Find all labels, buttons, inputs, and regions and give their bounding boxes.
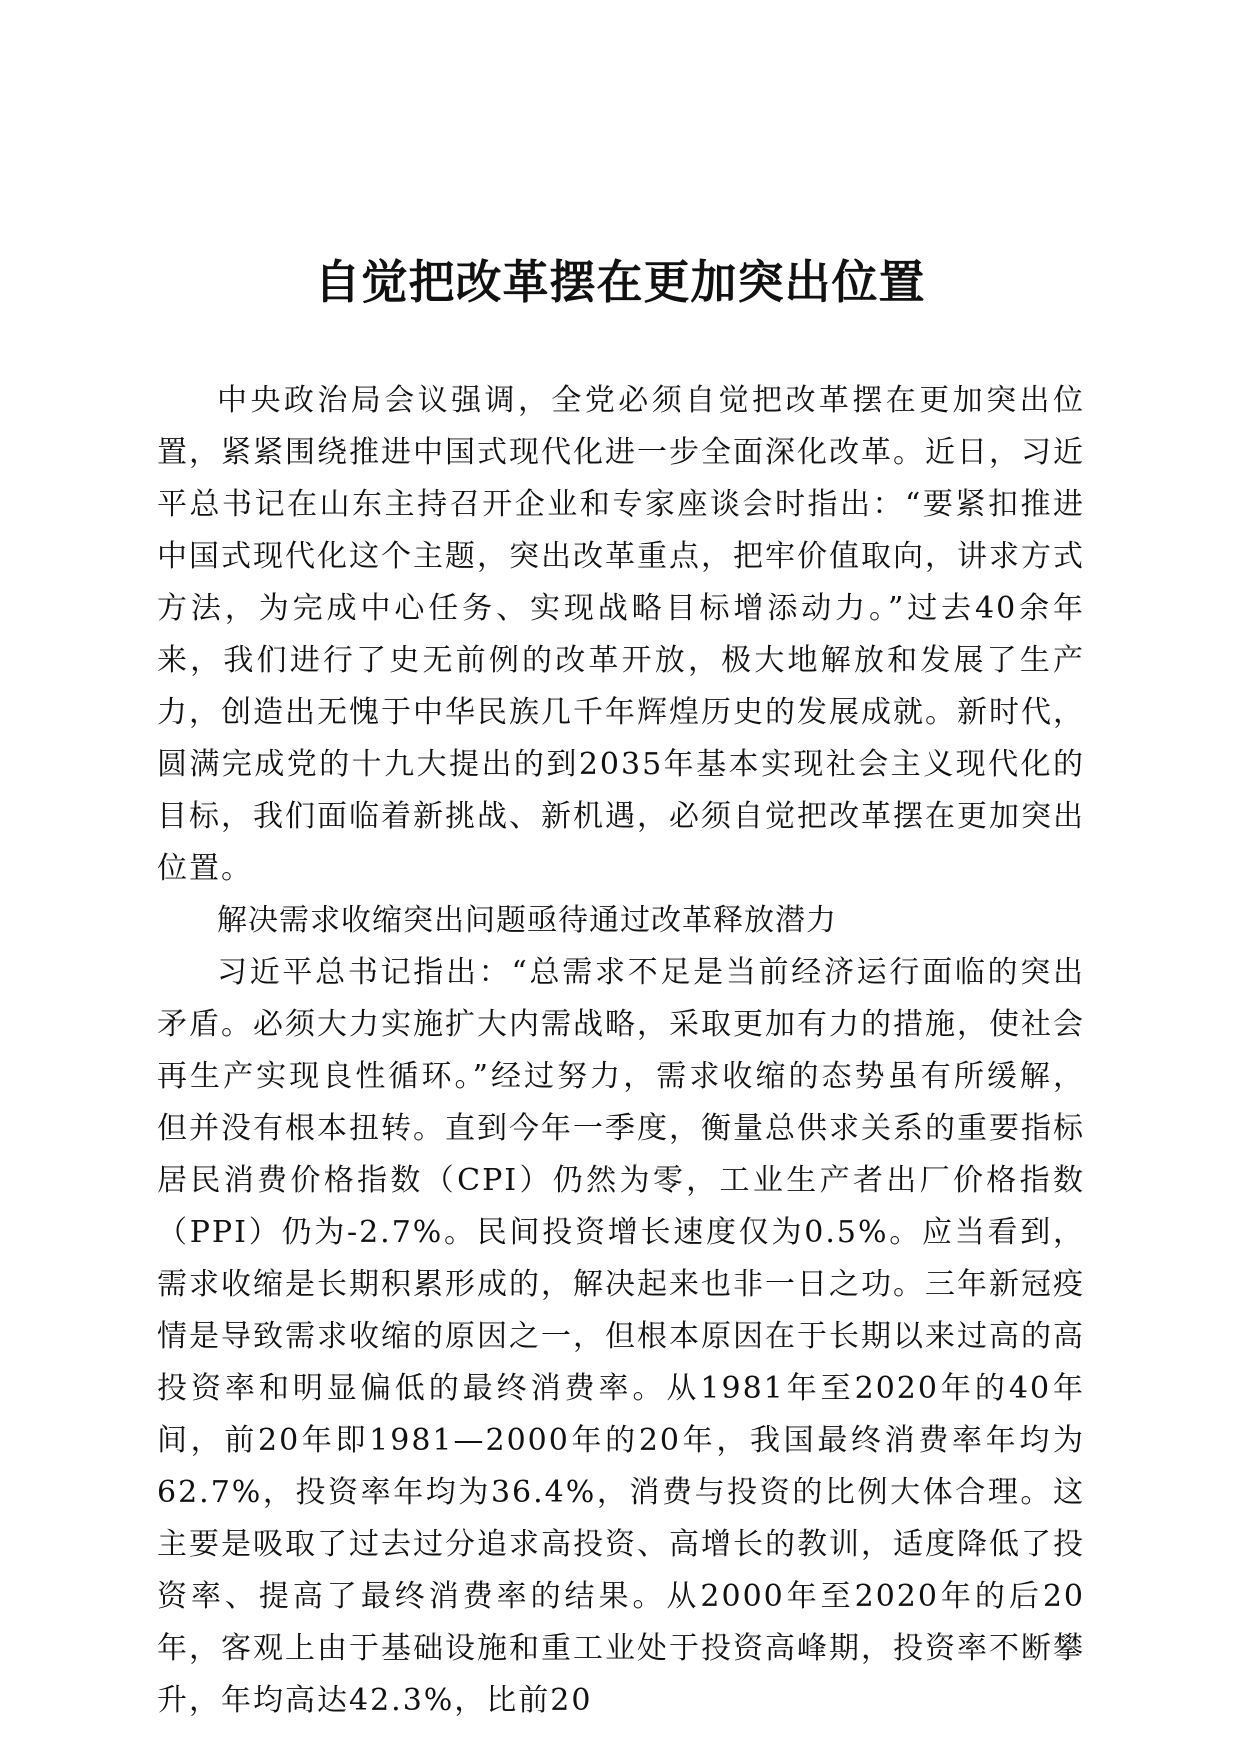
- document-title: 自觉把改革摆在更加突出位置: [314, 255, 926, 309]
- document-body: [157, 375, 1085, 1727]
- section-heading: 解决需求收缩突出问题亟待通过改革释放潜力: [217, 903, 837, 938]
- body-paragraph: 中央政治局会议强调，全党必须自觉把改革摆在更加突出位置，紧紧围绕推进中国式现代化进一步全面深化改革。近日，习近平总书记在山东主持召开企业和专家座谈会时指出：“要紧扣推进中国式现代化这个主题，突出改革重点，把牢价值取向，讲求方式方法，为完成中心任务、实现战略目标增添动力。”过去40余年来，我们进行了史无前例的改革开放，极大地解放和发展了生产力，创造出无愧于中华民族几千年辉煌历史的发展成就。新时代，圆满完成党的十九大提出的到2035年基本实现社会主义现代化的目标，我们面临着新挑战、新机遇，必须自觉把改革摆在更加突出位置。: [157, 383, 1085, 886]
- body-paragraph: 习近平总书记指出：“总需求不足是当前经济运行面临的突出矛盾。必须大力实施扩大内需战略，采取更加有力的措施，使社会再生产实现良性循环。”经过努力，需求收缩的态势虽有所缓解，但并没有根本扭转。直到今年一季度，衡量总供求关系的重要指标居民消费价格指数（CPI）仍然为零，工业生产者出厂价格指数（PPI）仍为-2.7%。民间投资增长速度仅为0.5%。应当看到，需求收缩是长期积累形成的，解决起来也非一日之功。三年新冠疫情是导致需求收缩的原因之一，但根本原因在于长期以来过高的高投资率和明显偏低的最终消费率。从1981年至2020年的40年间，前20年即1981—2000年的20年，我国最终消费率年均为62.7%，投资率年均为36.4%，消费与投资的比例大体合理。这主要是吸取了过去过分追求高投资、高增长的教训，适度降低了投资率、提高了最终消费率的结果。从2000年至2020年的后20年，客观上由于基础设施和重工业处于投资高峰期，投资率不断攀升，年均高达42.3%，比前20: [157, 955, 1085, 1718]
